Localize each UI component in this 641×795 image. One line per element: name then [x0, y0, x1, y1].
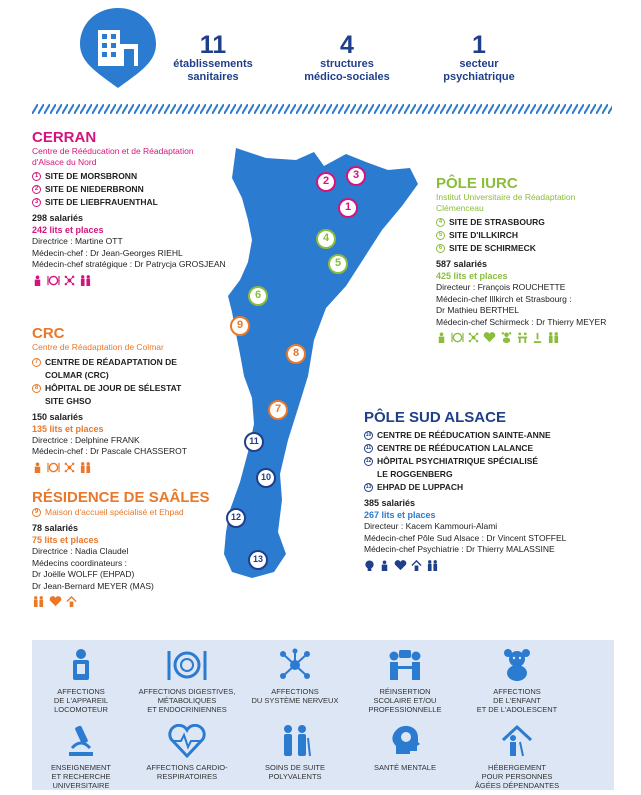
site-number: 2: [32, 185, 41, 194]
zigzag-divider: [32, 104, 612, 114]
site-item[interactable]: [364, 455, 614, 468]
site-number: 5: [436, 231, 445, 240]
site-item[interactable]: [436, 242, 636, 255]
cerran-subtitle: Centre de Rééducation et de Réadaptation: [32, 146, 194, 156]
sud-title: PÔLE SUD ALSACE: [364, 409, 506, 426]
legend-label: PROFESSIONNELLE: [368, 705, 442, 714]
lits-count: 242 lits et places: [32, 225, 104, 235]
staff-line: Médecin-chef stratégique : Dr Patrycja GROSJEAN: [32, 259, 226, 269]
salaries-count: 78 salariés: [32, 523, 79, 533]
digestive-icon: [47, 462, 60, 473]
site-item[interactable]: [32, 382, 232, 395]
salaries-count: 385 salariés: [364, 498, 416, 508]
site-number: 8: [32, 384, 41, 393]
map-marker[interactable]: 10: [256, 468, 276, 488]
saales-title: RÉSIDENCE DE SAÂLES: [32, 489, 210, 506]
legend-label: DE L'ENFANT: [493, 696, 541, 705]
specialty-icons: [32, 275, 232, 286]
legend-item: [240, 648, 350, 705]
legend-item: [26, 724, 136, 790]
nervous-system-icon: [64, 275, 75, 286]
legend-label: POUR PERSONNES: [481, 772, 553, 781]
site-label: HÔPITAL PSYCHIATRIQUE SPÉCIALISÉ: [377, 456, 539, 466]
legend-label: ÂGÉES DÉPENDANTES: [474, 781, 560, 790]
crc-block: [32, 326, 232, 473]
map-marker[interactable]: 8: [286, 344, 306, 364]
site-item[interactable]: [32, 356, 232, 369]
staff-line: Médecin-chef Schirmeck : Dr Thierry MEYER: [436, 316, 607, 327]
lits-count: 425 lits et places: [436, 271, 508, 281]
site-label: CENTRE DE RÉÉDUCATION LALANCE: [377, 443, 534, 453]
cerran-subtitle: d'Alsace du Nord: [32, 156, 97, 167]
staff-line: Dr Joëlle WOLFF (EHPAD): [32, 569, 135, 579]
map-marker[interactable]: 5: [328, 254, 348, 274]
legend-label: AFFECTIONS: [57, 687, 105, 696]
heart-icon: [168, 724, 206, 758]
legend-label: UNIVERSITAIRE: [52, 781, 110, 790]
housing-icon: [66, 596, 77, 607]
legend-label: AFFECTIONS: [271, 687, 319, 696]
legend-label: DU SYSTÈME NERVEUX: [251, 696, 339, 705]
cerran-block: [32, 130, 232, 286]
lits-count: 135 lits et places: [32, 423, 104, 434]
appareil-locomoteur-icon: [32, 275, 43, 286]
heart-icon: [49, 596, 62, 607]
salaries-count: 150 salariés: [32, 411, 84, 422]
legend-item: [350, 648, 460, 714]
staff-line: Médecin-chef : Dr Jean-Georges RIEHL: [32, 247, 183, 258]
staff-line: Directrice : Delphine FRANK: [32, 434, 140, 445]
map-marker[interactable]: 9: [230, 316, 250, 336]
site-number: 11: [365, 445, 372, 451]
staff-line: Médecin-chef Psychiatrie : Dr Thierry MALASSINE: [364, 544, 555, 554]
staff-line: Directrice : Nadia Claudel: [32, 546, 129, 556]
map-marker[interactable]: 2: [316, 172, 336, 192]
legend-item: [132, 648, 242, 714]
specialty-icons: [364, 560, 614, 571]
site-label: COLMAR (CRC): [45, 369, 109, 380]
saales-block: [32, 490, 232, 607]
map-marker[interactable]: 11: [244, 432, 264, 452]
map-marker[interactable]: 12: [226, 508, 246, 528]
stat-medico-sociales: [272, 32, 422, 84]
site-item[interactable]: [364, 442, 614, 455]
stat-number: 11: [199, 31, 227, 59]
legend-label: LOCOMOTEUR: [54, 705, 108, 714]
legend-label: AFFECTIONS DIGESTIVES,: [138, 687, 236, 696]
legend-label: SANTÉ MENTALE: [374, 763, 436, 772]
legend-label: AFFECTIONS: [493, 687, 541, 696]
map-marker[interactable]: 1: [338, 198, 358, 218]
appareil-locomoteur-icon: [64, 648, 98, 682]
nervous-system-icon: [468, 332, 479, 343]
site-label: CENTRE DE RÉÉDUCATION SAINTE-ANNE: [377, 430, 551, 440]
site-number: 6: [436, 244, 445, 253]
staff-line: Médecin-chef : Dr Pascale CHASSEROT: [32, 446, 187, 456]
staff-line: Médecins coordinateurs :: [32, 557, 127, 568]
microscope-icon: [64, 724, 98, 758]
site-item[interactable]: [32, 506, 232, 519]
mental-health-icon: [388, 724, 422, 758]
stat-number: 1: [472, 31, 486, 59]
digestive-icon: [451, 332, 464, 343]
legend-label: AFFECTIONS CARDIO-: [146, 763, 228, 772]
legend-label: RÉINSERTION: [379, 687, 431, 696]
site-number: 7: [32, 358, 41, 367]
microscope-icon: [532, 332, 543, 343]
nervous-system-icon: [64, 462, 75, 473]
site-item[interactable]: [364, 481, 614, 494]
child-icon: [500, 332, 513, 343]
legend-item: [132, 724, 242, 781]
legend-label: SOINS DE SUITE: [264, 763, 325, 772]
site-label: LE ROGGENBERG: [377, 469, 453, 479]
legend-label: ET DE L'ADOLESCENT: [476, 705, 558, 714]
legend-label: MÉTABOLIQUES: [157, 696, 217, 705]
child-icon: [500, 648, 534, 682]
sud-block: [364, 410, 614, 571]
stat-label: secteur: [459, 58, 499, 70]
care-icon: [547, 332, 560, 343]
specialty-icons: [32, 462, 232, 473]
crc-subtitle: Centre de Réadaptation de Colmar: [32, 342, 164, 352]
staff-line: Médecin-chef Pôle Sud Alsace : Dr Vincent STOFFEL: [364, 532, 567, 543]
staff-line: Médecin-chef Illkirch et Strasbourg :: [436, 293, 572, 304]
legend-label: ET ENDOCRINIENNES: [147, 705, 227, 714]
staff-line: Dr Mathieu BERTHEL: [436, 305, 519, 315]
cerran-title: CERRAN: [32, 129, 97, 146]
legend-item: [240, 724, 350, 781]
legend-item: [462, 724, 572, 790]
site-number: 12: [365, 458, 372, 464]
staff-line: Directeur : François ROUCHETTE: [436, 282, 566, 292]
legend-panel: [32, 640, 614, 790]
stat-label: établissements: [173, 58, 253, 70]
stat-label: psychiatrique: [443, 71, 515, 83]
map-marker[interactable]: 6: [248, 286, 268, 306]
stat-label: sanitaires: [187, 71, 239, 83]
site-label: SITE GHSO: [45, 395, 92, 406]
stat-psychiatrique: [404, 32, 554, 84]
stat-number: 4: [340, 31, 354, 59]
site-item[interactable]: [436, 229, 636, 242]
staff-line: Directrice : Martine OTT: [32, 236, 123, 246]
site-label: CENTRE DE RÉADAPTATION DE: [45, 356, 177, 367]
site-number: 10: [365, 432, 372, 438]
map-marker[interactable]: 7: [268, 400, 288, 420]
site-label: EHPAD DE LUPPACH: [377, 482, 464, 492]
site-number: 4: [436, 218, 445, 227]
housing-icon: [411, 560, 422, 571]
digestive-icon: [165, 648, 209, 682]
legend-label: DE L'APPAREIL: [53, 696, 109, 705]
site-item-continuation: [32, 369, 232, 382]
heart-icon: [483, 332, 496, 343]
legend-item: [462, 648, 572, 714]
stat-sanitaires: [138, 32, 288, 84]
legend-item: [26, 648, 136, 714]
staff-line: Directeur : Kacem Kammouri-Alami: [364, 521, 498, 531]
site-label: HÔPITAL DE JOUR DE SÉLESTAT: [45, 382, 182, 393]
site-item[interactable]: [32, 196, 232, 209]
iurc-block: [436, 176, 636, 343]
iurc-subtitle: Clémenceau: [436, 202, 484, 213]
legend-label: HÉBERGEMENT: [488, 763, 546, 772]
site-item[interactable]: [436, 216, 636, 229]
specialty-icons: [32, 596, 232, 607]
stat-label: médico-sociales: [304, 71, 390, 83]
map-marker[interactable]: 4: [316, 229, 336, 249]
heart-icon: [394, 560, 407, 571]
stat-label: structures: [320, 58, 374, 70]
site-label: SITE DE NIEDERBRONN: [45, 184, 144, 194]
legend-item: [350, 724, 460, 772]
nervous-system-icon: [278, 648, 312, 682]
site-number: 3: [32, 198, 41, 207]
staff-line: Dr Jean-Bernard MEYER (MAS): [32, 580, 154, 591]
site-label: SITE DE LIEBFRAUENTHAL: [45, 197, 158, 207]
care-icon: [79, 275, 92, 286]
care-icon: [79, 462, 92, 473]
iurc-subtitle: Institut Universitaire de Réadaptation: [436, 192, 576, 202]
legend-label: RESPIRATOIRES: [156, 772, 218, 781]
reinsertion-icon: [386, 648, 424, 682]
legend-label: ENSEIGNEMENT: [50, 763, 111, 772]
site-label: SITE DE STRASBOURG: [449, 217, 545, 227]
site-number: 13: [365, 484, 372, 490]
reinsertion-icon: [517, 332, 528, 343]
site-item-continuation: [32, 395, 232, 408]
legend-label: ET RECHERCHE: [51, 772, 111, 781]
care-icon: [278, 724, 312, 758]
crc-title: CRC: [32, 325, 65, 342]
salaries-count: 298 salariés: [32, 213, 84, 223]
site-label: SITE DE MORSBRONN: [45, 171, 138, 181]
salaries-count: 587 salariés: [436, 259, 488, 269]
lits-count: 267 lits et places: [364, 510, 436, 520]
site-item-continuation: [364, 468, 614, 481]
mental-health-icon: [364, 560, 375, 571]
map-marker[interactable]: 13: [248, 550, 268, 570]
map-marker[interactable]: 3: [346, 166, 366, 186]
site-item[interactable]: [32, 170, 232, 183]
site-item[interactable]: [32, 183, 232, 196]
care-icon: [32, 596, 45, 607]
digestive-icon: [47, 275, 60, 286]
site-label: SITE DE SCHIRMECK: [449, 243, 536, 253]
specialty-icons: [436, 332, 636, 343]
site-label: SITE D'ILLKIRCH: [449, 230, 519, 240]
appareil-locomoteur-icon: [436, 332, 447, 343]
appareil-locomoteur-icon: [32, 462, 43, 473]
lits-count: 75 lits et places: [32, 535, 99, 545]
site-number: 9: [32, 508, 41, 517]
iurc-title: PÔLE IURC: [436, 175, 518, 192]
legend-label: POLYVALENTS: [268, 772, 322, 781]
site-item[interactable]: [364, 429, 614, 442]
housing-icon: [500, 724, 534, 758]
site-label: Maison d'accueil spécialisé et Ehpad: [45, 507, 184, 517]
appareil-locomoteur-icon: [379, 560, 390, 571]
care-icon: [426, 560, 439, 571]
site-number: 1: [32, 172, 41, 181]
legend-label: SCOLAIRE ET/OU: [373, 696, 437, 705]
